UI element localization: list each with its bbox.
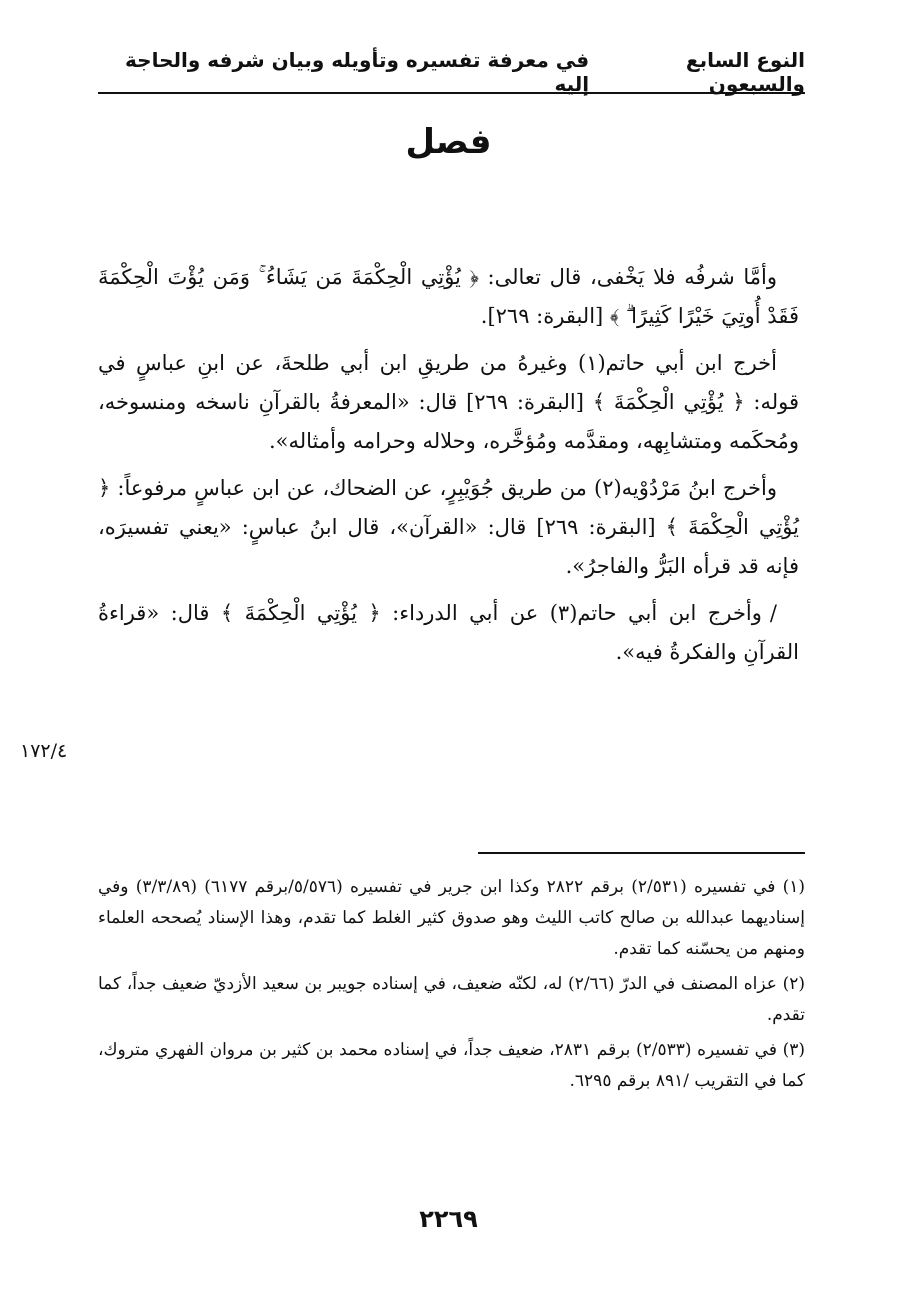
paragraph-4 <box>98 594 799 672</box>
page-break-mark: / <box>769 601 777 625</box>
paragraph-3: وأخرج ابنُ مَرْدُوْيه(٢) من طريق جُوَيْبِرٍ، عن الضحاك، عن ابن عباسٍ مرفوعاً: ﴿ يُؤْتِي الْحِكْمَةَ ﴾ [البقرة: ٢٦٩] قال: «القرآن»، قال ابنُ عباسٍ: «يعني تفسيرَه، فإنه قد قرأه البَرُّ والفاجرُ». <box>98 476 799 578</box>
header-chapter: النوع السابع والسبعون <box>685 48 805 96</box>
paragraph-1: وأمَّا شرفُه فلا يَخْفى، قال تعالى: ﴿ يُؤْتِي الْحِكْمَةَ مَن يَشَاءُ ۚ وَمَن يُؤْتَ الْحِكْمَةَ فَقَدْ أُوتِيَ خَيْرًا كَثِيرًا ۗ ﴾ [البقرة: ٢٦٩]. <box>98 265 799 328</box>
paragraph-2: أخرج ابن أبي حاتم(١) وغيرهُ من طريقِ ابن أبي طلحةَ، عن ابنِ عباسٍ في قوله: ﴿ يُؤْتِي الْحِكْمَةَ ﴾ [البقرة: ٢٦٩] قال: «المعرفةُ بالقرآنِ ناسخه ومنسوخه، ومُحكَمه ومتشابِهه، ومقدَّمه ومُؤخَّره، وحلاله وحرامه وأمثاله». <box>98 351 799 453</box>
header-topic: في معرفة تفسيره وتأويله وبيان شرفه والحاجة إليه <box>125 48 590 96</box>
margin-reference: ١٧٢/٤ <box>20 740 68 762</box>
page-number: ٢٢٦٩ <box>419 1205 478 1233</box>
footnote-2: (٢) عزاه المصنف في الدرّ (٢/٦٦) له، لكنّه ضعيف، في إسناده جويبر بن سعيد الأزديّ ضعيف جداً، كما تقدم. <box>98 974 805 1025</box>
running-header <box>98 48 805 96</box>
footnotes <box>98 872 805 1101</box>
footnote-divider <box>478 852 805 854</box>
paragraph-4-text: وأخرج ابن أبي حاتم(٣) عن أبي الدرداء: ﴿ يُؤْتِي الْحِكْمَةَ ﴾ قال: «قراءةُ القرآنِ والفكرةُ فيه». <box>98 601 799 664</box>
body-text <box>98 258 799 680</box>
footnote-1: (١) في تفسيره (٢/٥٣١) برقم ٢٨٢٢ وكذا ابن جرير في تفسيره (٥/٥٧٦/برقم ٦١٧٧) (٣/٣/٨٩) وفي إسناديهما عبدالله بن صالح كاتب الليث وهو صدوق كثير الغلط كما تقدم، وهذا الإسناد يُصححه العلماء ومنهم من يحسّنه كما تقدم. <box>98 877 806 959</box>
footnote-3: (٣) في تفسيره (٢/٥٣٣) برقم ٢٨٣١، ضعيف جداً، في إسناده محمد بن كثير بن مروان الفهري متروك، كما في التقريب /٨٩١ برقم ٦٢٩٥. <box>98 1040 805 1091</box>
section-title: فصل <box>405 122 492 162</box>
